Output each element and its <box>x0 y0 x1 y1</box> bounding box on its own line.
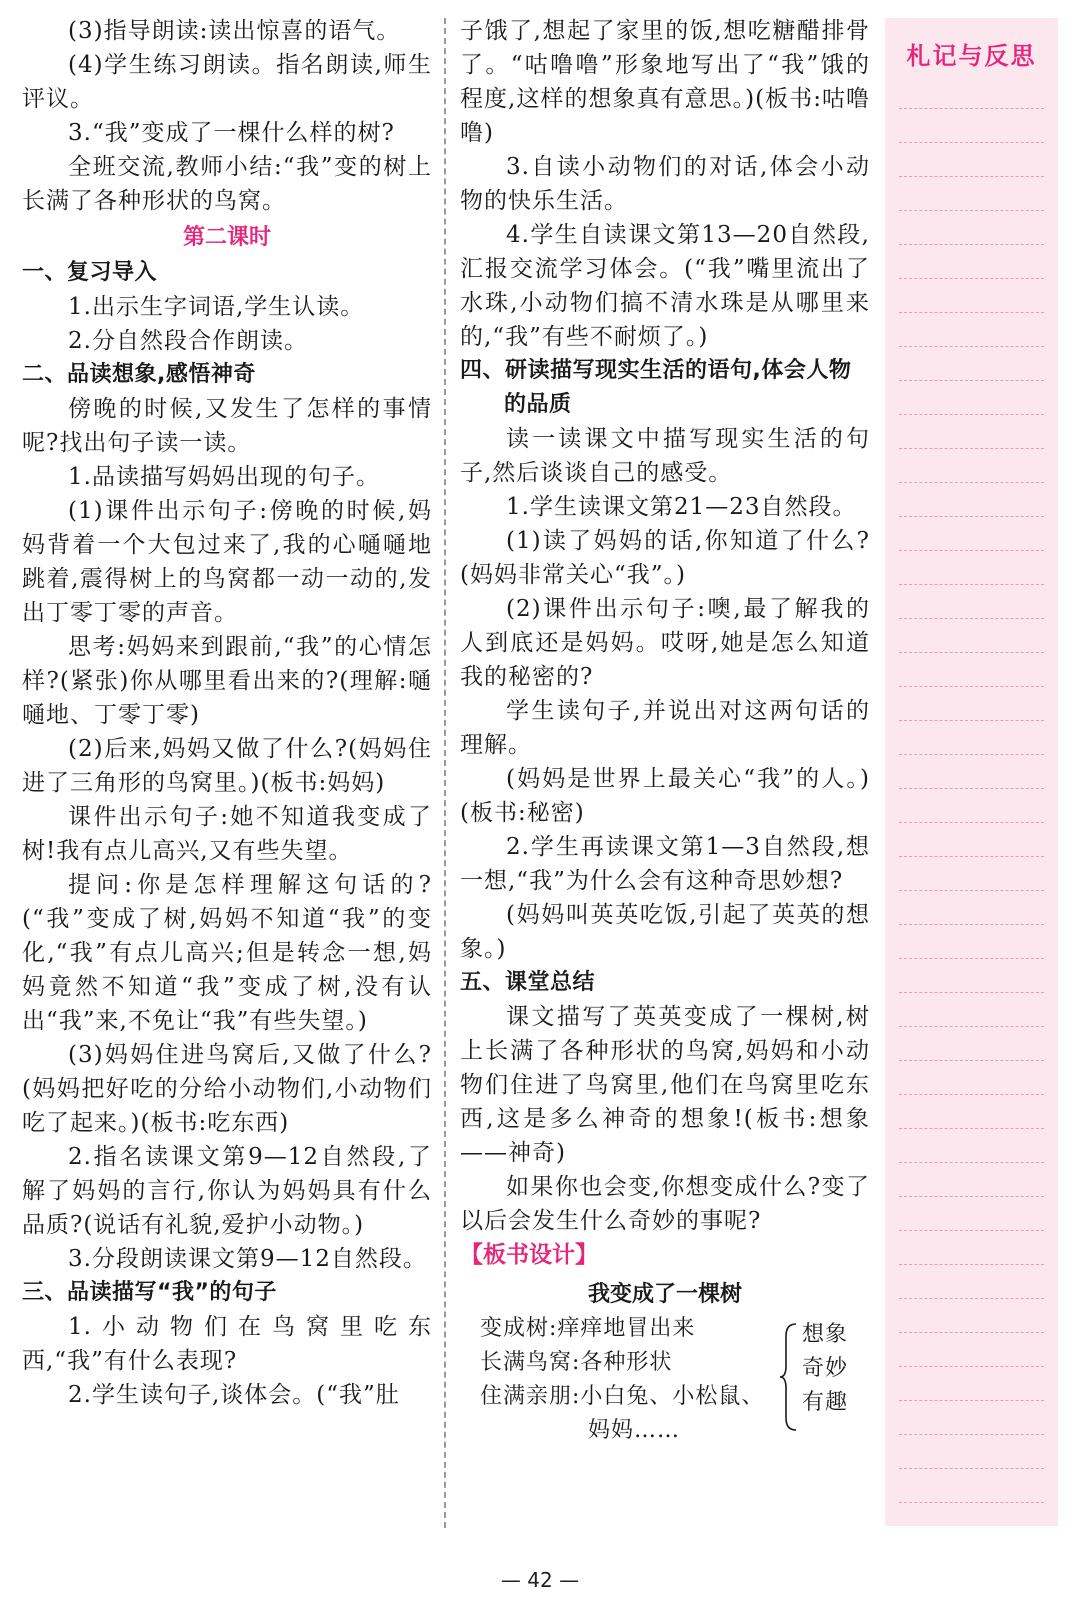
note-line <box>899 992 1044 993</box>
note-line <box>899 1468 1044 1469</box>
board-right-word: 想象 <box>802 1322 849 1347</box>
note-line <box>899 1128 1044 1129</box>
note-line <box>899 856 1044 857</box>
board-title: 我变成了一棵树 <box>587 1282 742 1307</box>
note-line <box>899 1502 1044 1503</box>
paragraph: 傍晚的时候,又发生了怎样的事情呢?找出句子读一读。 <box>22 396 432 456</box>
paragraph: (1)课件出示句子:傍晚的时候,妈妈背着一个大包过来了,我的心嗵嗵地跳着,震得树上的鸟窝都一动一动的,发出丁零丁零的声音。 <box>22 498 432 626</box>
note-line <box>899 720 1044 721</box>
paragraph: 子饿了,想起了家里的饭,想吃糖醋排骨了。“咕噜噜”形象地写出了“我”饿的程度,这样的想象真有意思。)(板书:咕噜噜) <box>460 18 870 146</box>
section-heading: 三、品读描写“我”的句子 <box>22 1280 277 1305</box>
note-line <box>899 1400 1044 1401</box>
paragraph: 学生读句子,并说出对这两句话的理解。 <box>460 698 870 758</box>
board-row: 长满鸟窝:各种形状 <box>480 1350 673 1375</box>
note-line <box>899 142 1044 143</box>
note-line <box>899 244 1044 245</box>
paragraph: (3)妈妈住进鸟窝后,又做了什么?(妈妈把好吃的分给小动物们,小动物们吃了起来。)(板书:吃东西) <box>22 1042 432 1136</box>
note-line <box>899 1332 1044 1333</box>
note-line <box>899 924 1044 925</box>
note-line <box>899 1434 1044 1435</box>
paragraph: (妈妈是世界上最关心“我”的人。)(板书:秘密) <box>460 766 870 826</box>
paragraph: 4.学生自读课文第13—20自然段,汇报交流学习体会。(“我”嘴里流出了水珠,小动物们搞不清水珠是从哪里来的,“我”有些不耐烦了。) <box>460 222 870 350</box>
paragraph: 2.学生再读课文第1—3自然段,想一想,“我”为什么会有这种奇思妙想? <box>460 834 870 894</box>
note-line <box>899 414 1044 415</box>
paragraph: 课件出示句子:她不知道我变成了树!我有点儿高兴,又有些失望。 <box>22 804 432 864</box>
sidebar-title: 札记与反思 <box>906 42 1037 70</box>
middle-column-body <box>460 14 870 1238</box>
paragraph: (妈妈叫英英吃饭,引起了英英的想象。) <box>460 902 870 962</box>
section-heading: 一、复习导入 <box>22 260 158 285</box>
paragraph: (1)读了妈妈的话,你知道了什么?(妈妈非常关心“我”。) <box>460 528 870 588</box>
note-line <box>899 346 1044 347</box>
section-heading: 五、课堂总结 <box>460 970 596 995</box>
note-line <box>899 1196 1044 1197</box>
paragraph: 1.出示生字词语,学生认读。 <box>68 294 365 320</box>
note-line <box>899 754 1044 755</box>
note-line <box>899 788 1044 789</box>
note-line <box>899 380 1044 381</box>
note-line <box>899 1094 1044 1095</box>
board-design <box>460 1278 870 1443</box>
notes-sidebar <box>885 18 1058 1526</box>
note-line <box>899 108 1044 109</box>
note-line <box>899 652 1044 653</box>
paragraph: 3.自读小动物们的对话,体会小动物的快乐生活。 <box>460 154 870 214</box>
note-line <box>899 890 1044 891</box>
note-line <box>899 516 1044 517</box>
paragraph: 1.品读描写妈妈出现的句子。 <box>68 464 380 490</box>
board-row: 住满亲朋:小白兔、小松鼠、 <box>480 1384 765 1409</box>
paragraph: 1.小动物们在鸟窝里吃东西,“我”有什么表现? <box>22 1314 432 1374</box>
paragraph: 课文描写了英英变成了一棵树,树上长满了各种形状的鸟窝,妈妈和小动物们住进了鸟窝里,他们在鸟窝里吃东西,这是多么神奇的想象!(板书:想象——神奇) <box>460 1004 870 1166</box>
page-number: — 42 — <box>500 1568 580 1592</box>
note-line <box>899 1060 1044 1061</box>
middle-column <box>460 14 870 1443</box>
paragraph: 如果你也会变,你想变成什么?变了以后会发生什么奇妙的事呢? <box>460 1174 870 1234</box>
note-line <box>899 482 1044 483</box>
note-line <box>899 1298 1044 1299</box>
paragraph: (2)后来,妈妈又做了什么?(妈妈住进了三角形的鸟窝里。)(板书:妈妈) <box>22 736 432 796</box>
paragraph: 3.“我”变成了一棵什么样的树? <box>68 120 395 146</box>
paragraph: 思考:妈妈来到跟前,“我”的心情怎样?(紧张)你从哪里看出来的?(理解:嗵嗵地、丁零丁零) <box>22 634 432 728</box>
left-column <box>22 14 432 1412</box>
column-divider <box>444 18 446 1528</box>
paragraph: 1.学生读课文第21—23自然段。 <box>506 494 857 520</box>
note-line <box>899 584 1044 585</box>
paragraph: 3.分段朗读课文第9—12自然段。 <box>68 1246 427 1272</box>
note-line <box>899 176 1044 177</box>
note-line <box>899 1366 1044 1367</box>
paragraph: 提问:你是怎样理解这句话的?(“我”变成了树,妈妈不知道“我”的变化,“我”有点儿高兴;但是转念一想,妈妈竟然不知道“我”变成了树,没有认出“我”来,不免让“我”有些失望。) <box>22 872 432 1034</box>
note-line <box>899 1230 1044 1231</box>
section-heading: 二、品读想象,感悟神奇 <box>22 362 256 387</box>
note-line <box>899 686 1044 687</box>
board-right-word: 奇妙 <box>802 1356 849 1381</box>
note-line <box>899 1162 1044 1163</box>
note-line <box>899 278 1044 279</box>
board-row: 变成树:痒痒地冒出来 <box>480 1316 696 1341</box>
note-line <box>899 1264 1044 1265</box>
note-line <box>899 448 1044 449</box>
board-design-section <box>460 1238 870 1443</box>
note-line <box>899 312 1044 313</box>
paragraph: 全班交流,教师小结:“我”变的树上长满了各种形状的鸟窝。 <box>22 154 432 214</box>
paragraph: (3)指导朗读:读出惊喜的语气。 <box>68 18 401 44</box>
note-line <box>899 958 1044 959</box>
paragraph: 2.学生读句子,谈体会。(“我”肚 <box>68 1382 400 1408</box>
paragraph: (4)学生练习朗读。指名朗读,师生评议。 <box>22 52 432 112</box>
board-design-tag: 【板书设计】 <box>460 1242 598 1268</box>
note-line <box>899 618 1044 619</box>
board-row: 妈妈…… <box>588 1418 681 1443</box>
note-line <box>899 210 1044 211</box>
paragraph: 2.指名读课文第9—12自然段,了解了妈妈的言行,你认为妈妈具有什么品质?(说话有礼貌,爱护小动物。) <box>22 1144 432 1238</box>
paragraph: 读一读课文中描写现实生活的句子,然后谈谈自己的感受。 <box>460 426 870 486</box>
paragraph: (2)课件出示句子:噢,最了解我的人到底还是妈妈。哎呀,她是怎么知道我的秘密的? <box>460 596 870 690</box>
note-line <box>899 550 1044 551</box>
brace-icon <box>778 1322 800 1432</box>
board-right-word: 有趣 <box>802 1390 849 1415</box>
note-line <box>899 1026 1044 1027</box>
paragraph: 2.分自然段合作朗读。 <box>68 328 308 354</box>
lesson-title: 第二课时 <box>182 225 271 250</box>
note-line <box>899 822 1044 823</box>
section-heading: 四、研读描写现实生活的语句,体会人物的品质 <box>460 358 852 417</box>
